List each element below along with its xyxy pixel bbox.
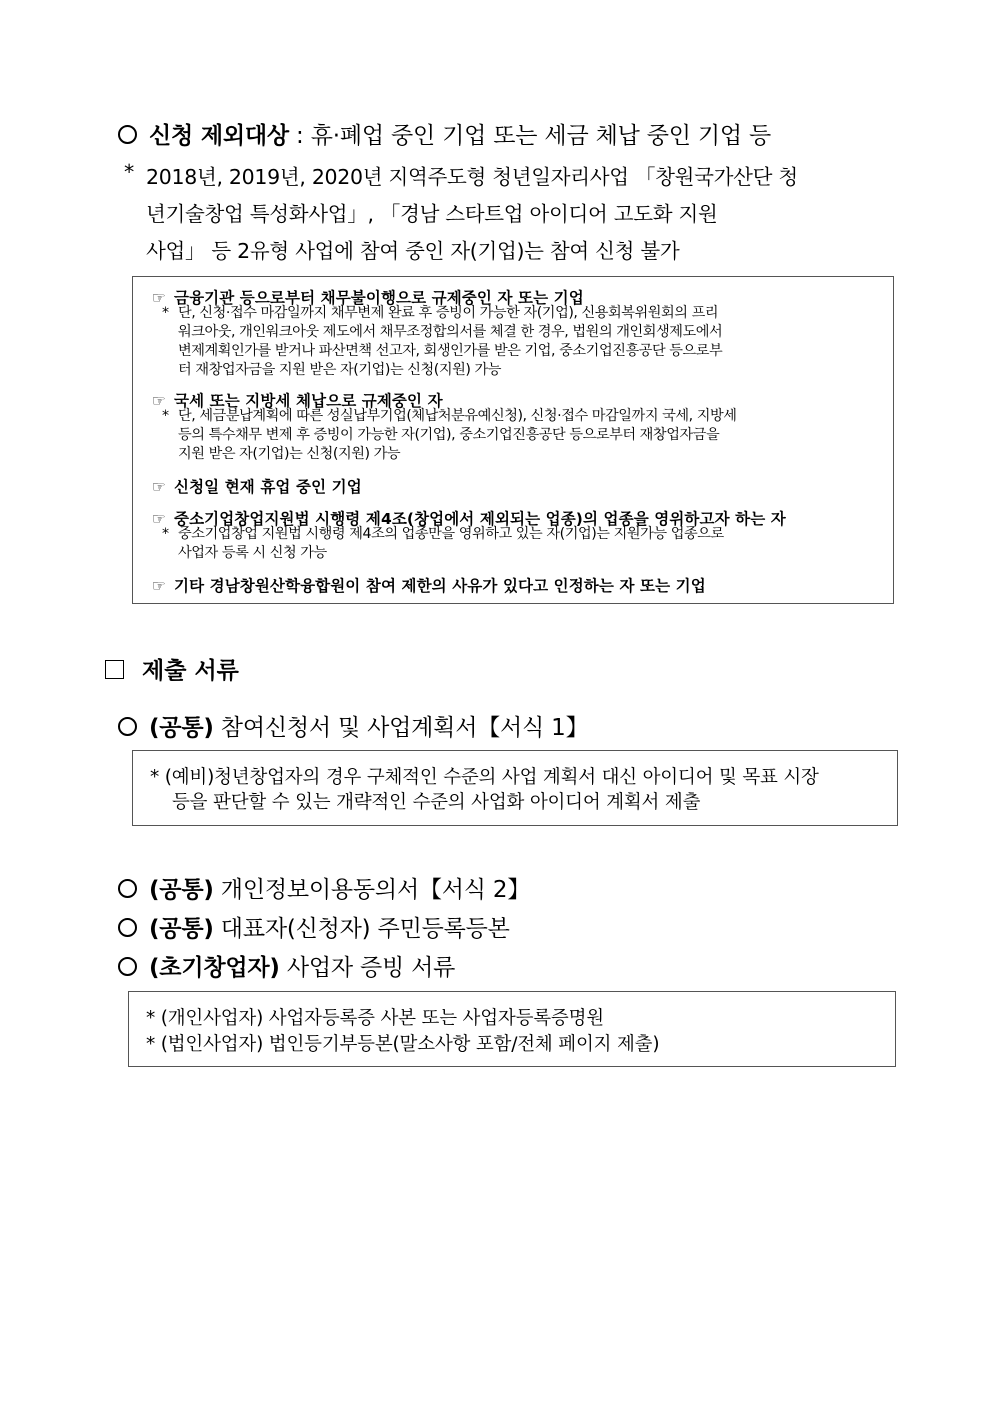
documents-title: 제출 서류 bbox=[142, 658, 239, 684]
pointing-hand-icon: ☞ bbox=[152, 289, 166, 307]
exclusion-heading bbox=[118, 117, 771, 150]
circle-bullet-icon bbox=[118, 125, 137, 144]
box-heading bbox=[152, 475, 362, 497]
pointing-hand-icon: ☞ bbox=[152, 577, 166, 595]
box-note: * 단, 신청·접수 마감일까지 채무변제 완료 후 증빙이 가능한 자(기업), 신용회복위원회의 프리 bbox=[162, 305, 719, 321]
document-tag: (공통) bbox=[149, 715, 214, 741]
document-item bbox=[118, 910, 510, 943]
box-heading-text: 기타 경남창원산학융합원이 참여 제한의 사유가 있다고 인정하는 자 또는 기업 bbox=[174, 577, 706, 595]
square-bullet-icon bbox=[105, 660, 124, 679]
pointing-hand-icon: ☞ bbox=[152, 392, 166, 410]
exclusion-text: 휴·폐업 중인 기업 또는 세금 체납 중인 기업 등 bbox=[310, 123, 772, 149]
documents-note-line: * (예비)청년창업자의 경우 구체적인 수준의 사업 계획서 대신 아이디어 및 목표 시장 bbox=[150, 767, 819, 788]
circle-bullet-icon bbox=[118, 717, 137, 736]
pointing-hand-icon: ☞ bbox=[152, 478, 166, 496]
circle-bullet-icon bbox=[118, 879, 137, 898]
exclusion-title: 신청 제외대상 bbox=[149, 123, 289, 149]
document-item bbox=[118, 949, 455, 982]
box-note-line: 단, 신청·접수 마감일까지 채무변제 완료 후 증빙이 가능한 자(기업), 신용회복위원회의 프리 bbox=[178, 305, 719, 321]
pointing-hand-icon: ☞ bbox=[152, 510, 166, 528]
box-heading-text: 금융기관 등으로부터 채무불이행으로 규제중인 자 또는 기업 bbox=[174, 289, 584, 307]
document-text: 대표자(신청자) 주민등록등본 bbox=[220, 916, 510, 942]
box-note: * 단, 세금분납계획에 따른 성실납부기업(체납처분유예신청), 신청·접수 마감일까지 국세, 지방세 bbox=[162, 408, 737, 424]
box-heading-text: 신청일 현재 휴업 중인 기업 bbox=[174, 478, 362, 496]
box-note-line: 워크아웃, 개인워크아웃 제도에서 채무조정합의서를 체결 한 경우, 법원의 개인회생제도에서 bbox=[178, 324, 723, 340]
box-heading-text: 중소기업창업지원법 시행령 제4조(창업에서 제외되는 업종)의 업종을 영위하고자 하는 자 bbox=[174, 510, 786, 528]
document-item bbox=[118, 871, 530, 904]
document-tag: (공통) bbox=[149, 877, 214, 903]
exclusion-note-asterisk: * bbox=[124, 160, 134, 184]
box-heading-text: 국세 또는 지방세 체납으로 규제중인 자 bbox=[174, 392, 443, 410]
documents-section-title bbox=[105, 652, 239, 685]
document-tag: (초기창업자) bbox=[149, 955, 280, 981]
box-note-line: 변제계획인가를 받거나 파산면책 선고자, 회생인가를 받은 기업, 중소기업진흥공단 등으로부 bbox=[178, 343, 723, 359]
box-note-line: 지원 받은 자(기업)는 신청(지원) 가능 bbox=[178, 446, 401, 462]
box-note-line: 터 재창업자금을 지원 받은 자(기업)는 신청(지원) 가능 bbox=[178, 362, 502, 378]
business-proof-line: * (개인사업자) 사업자등록증 사본 또는 사업자등록증명원 bbox=[146, 1008, 604, 1029]
document-item bbox=[118, 709, 588, 742]
document-text: 개인정보이용동의서【서식 2】 bbox=[220, 877, 531, 903]
box-heading bbox=[152, 574, 706, 596]
circle-bullet-icon bbox=[118, 918, 137, 937]
box-note-line: 사업자 등록 시 신청 가능 bbox=[178, 545, 327, 561]
document-tag: (공통) bbox=[149, 916, 214, 942]
document-text: 사업자 증빙 서류 bbox=[286, 955, 456, 981]
box-note-line: 등의 특수채무 변제 후 증빙이 가능한 자(기업), 중소기업진흥공단 등으로부터 재창업자금을 bbox=[178, 427, 720, 443]
document-text: 참여신청서 및 사업계획서【서식 1】 bbox=[220, 715, 589, 741]
box-note-line: 단, 세금분납계획에 따른 성실납부기업(체납처분유예신청), 신청·접수 마감일까지 국세, 지방세 bbox=[178, 408, 737, 424]
exclusion-note-line: 2018년, 2019년, 2020년 지역주도형 청년일자리사업 「창원국가산단 청 bbox=[146, 165, 798, 189]
business-proof-line: * (법인사업자) 법인등기부등본(말소사항 포함/전체 페이지 제출) bbox=[146, 1034, 660, 1055]
circle-bullet-icon bbox=[118, 957, 137, 976]
exclusion-note-line: 사업」 등 2유형 사업에 참여 중인 자(기업)는 참여 신청 불가 bbox=[146, 239, 680, 263]
box-note: * 중소기업창업 지원법 시행령 제4조의 업종만을 영위하고 있는 자(기업)는 지원가능 업종으로 bbox=[162, 526, 724, 542]
exclusion-sep: : bbox=[288, 123, 311, 149]
exclusion-note-line: 년기술창업 특성화사업」, 「경남 스타트업 아이디어 고도화 지원 bbox=[146, 202, 718, 226]
box-note-line: 중소기업창업 지원법 시행령 제4조의 업종만을 영위하고 있는 자(기업)는 지원가능 업종으로 bbox=[178, 526, 724, 542]
documents-note-line: 등을 판단할 수 있는 개략적인 수준의 사업화 아이디어 계획서 제출 bbox=[172, 792, 701, 813]
